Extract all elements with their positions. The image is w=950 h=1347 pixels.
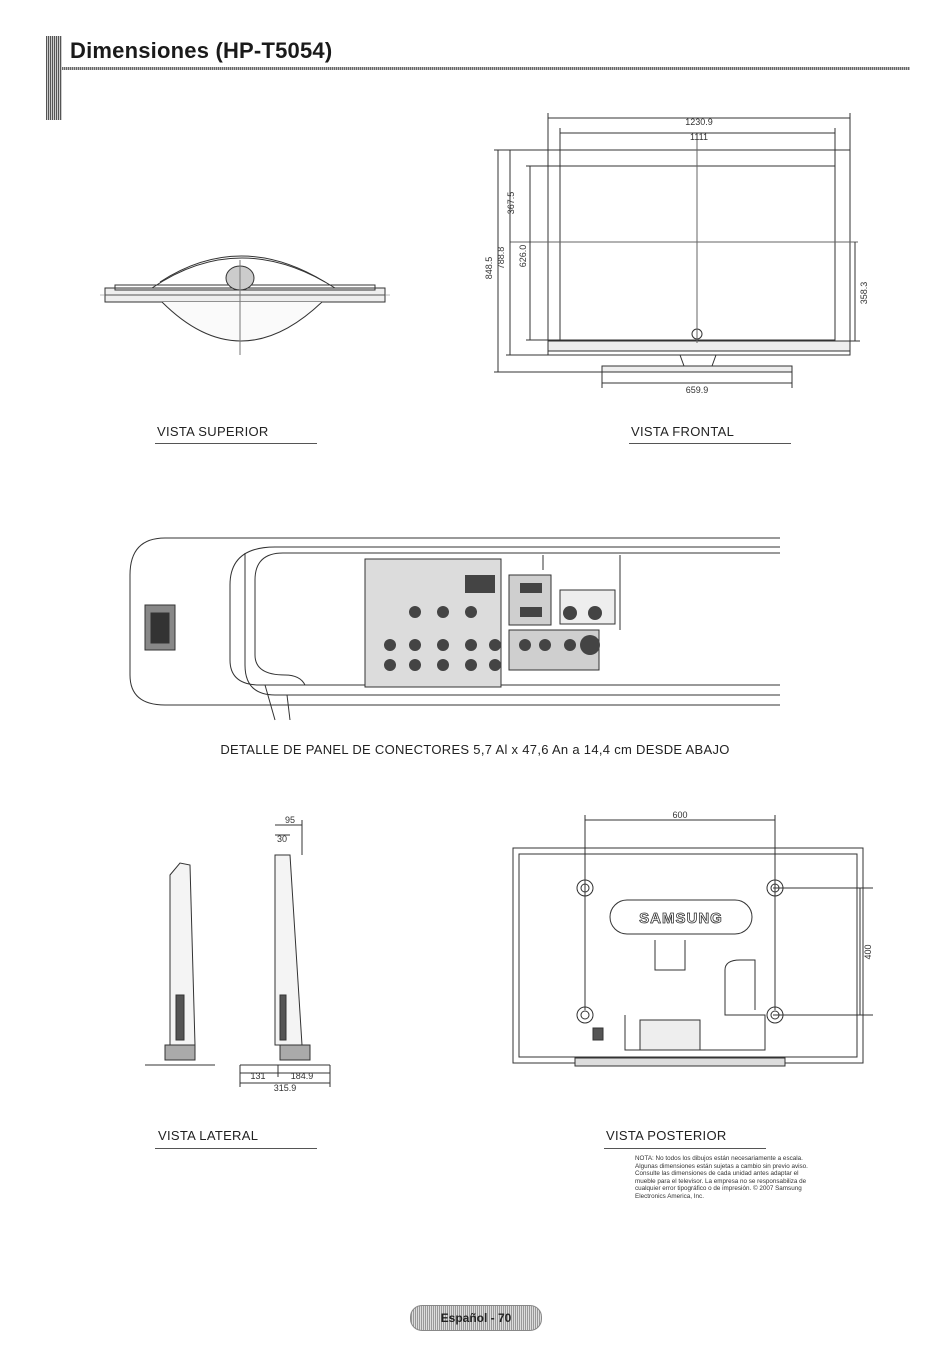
caption-front-view: VISTA FRONTAL: [631, 424, 735, 439]
rear-view-drawing: [505, 810, 885, 1090]
caption-side-underline: [155, 1148, 317, 1149]
caption-rear-underline: [604, 1148, 766, 1149]
dim-vesa-height: 400: [863, 944, 873, 960]
dim-stand-front: 131: [250, 1071, 266, 1081]
top-view-drawing: [100, 230, 390, 380]
dim-screen-height: 626.0: [518, 244, 528, 268]
dim-screen-width: 1111: [689, 132, 709, 142]
dim-stand-rear: 184.9: [290, 1071, 314, 1081]
dim-stand-width: 659.9: [685, 385, 709, 393]
side-view-drawing: [140, 815, 340, 1095]
dim-top-depth: 95: [284, 815, 296, 825]
caption-rear-view: VISTA POSTERIOR: [606, 1128, 727, 1143]
caption-front-underline: [629, 443, 791, 444]
dim-vesa-width: 600: [672, 810, 688, 820]
dim-overall-height: 848.5: [484, 256, 494, 280]
front-view-drawing: [470, 108, 870, 393]
dim-body-height: 788.8: [496, 246, 506, 270]
caption-connector-detail: DETALLE DE PANEL DE CONECTORES 5,7 Al x 47,6 An a 14,4 cm DESDE ABAJO: [220, 742, 730, 757]
note-text: NOTA: No todos los dibujos están necesariamente a escala. Algunas dimensiones están sujetas a cambio sin previo aviso. Consulte las dimensiones de cada unidad antes adaptar el mueble para el televisor. La empresa no se responsabiliza de cualquier error tipográfico o de impresión. © 2007 Samsung Electronics America, Inc.: [635, 1155, 808, 1200]
caption-top-view: VISTA SUPERIOR: [157, 424, 269, 439]
samsung-logo: SAMSUNG: [639, 910, 723, 927]
dim-stand-total: 315.9: [273, 1083, 297, 1093]
dim-center-bottom: 358.3: [859, 281, 869, 305]
dim-bezel-depth: 30: [276, 834, 288, 844]
caption-top-underline: [155, 443, 317, 444]
page-title: Dimensiones (HP-T5054): [70, 38, 333, 63]
connector-panel-drawing: [125, 535, 785, 725]
header-accent-bar: [46, 36, 62, 120]
header-rule: [62, 67, 910, 70]
caption-side-view: VISTA LATERAL: [158, 1128, 259, 1143]
dim-upper-half: 367.5: [506, 191, 516, 215]
page-footer: Español - 70: [410, 1305, 542, 1331]
dim-overall-width: 1230.9: [685, 117, 713, 127]
